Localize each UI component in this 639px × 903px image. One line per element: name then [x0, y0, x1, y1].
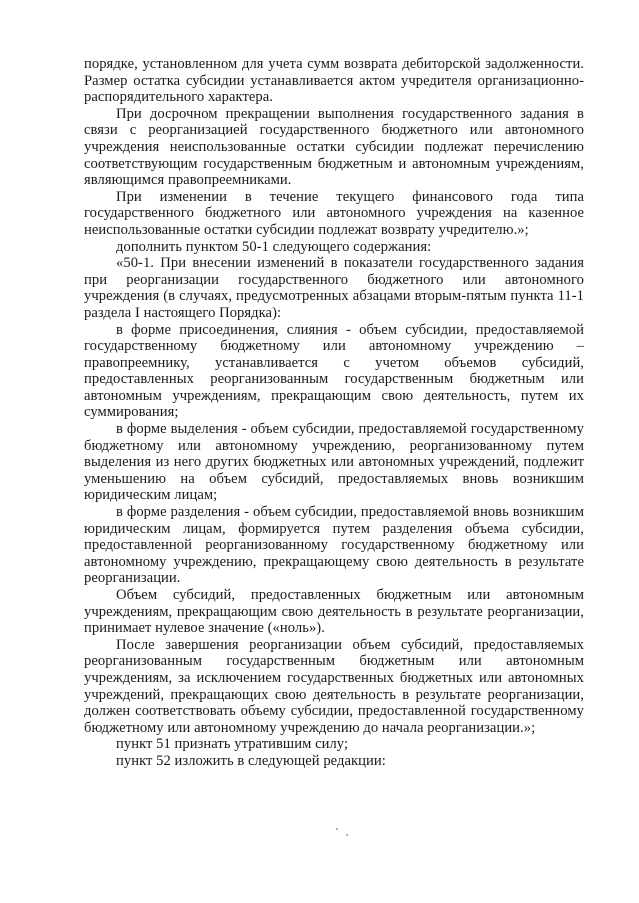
- scan-artifact: [346, 834, 348, 836]
- paragraph-point-51: пункт 51 признать утратившим силу;: [116, 736, 349, 753]
- paragraph-add-point-50-1: дополнить пунктом 50-1 следующего содержания:: [116, 238, 432, 255]
- paragraph-early-termination: При досрочном прекращении выполнения государственного задания в связи с реорганизацией государственного бюджетного или автономного учреждения неиспользованные остатки субсидии подлежат перечислению соответствующим государственным бюджетным и автономным учреждениям, являющимся правопреемниками.: [84, 105, 584, 189]
- paragraph-zero-value: Объем субсидий, предоставленных бюджетным или автономным учреждениям, прекращающим свою деятельность в результате реорганизации, принимает нулевое значение («ноль»).: [84, 587, 584, 637]
- paragraph-merger-form: в форме присоединения, слияния - объем субсидии, предоставляемой государственному бюджетному или автономному учреждению – правопреемнику, устанавливается с учетом объемов субсидий, предоставленных реорганизованным государственным бюджетным или автономным учреждениям, прекращающим свою деятельность, путем их суммирования;: [84, 321, 584, 421]
- paragraph-continuation: порядке, установленном для учета сумм возврата дебиторской задолженности. Размер остатка субсидии устанавливается актом учредителя организационно-распорядительного характера.: [84, 56, 584, 106]
- paragraph-point-52: пункт 52 изложить в следующей редакции:: [116, 752, 386, 769]
- scan-artifact: [336, 828, 338, 830]
- paragraph-separation-form: в форме выделения - объем субсидии, предоставляемой государственному бюджетному или автономному учреждению, реорганизованному путем выделения из него других бюджетных или автономных учреждений, подлежит уменьшению на объем субсидий, предоставляемых вновь возникшим юридическим лицам;: [84, 421, 584, 504]
- paragraph-after-reorganization: После завершения реорганизации объем субсидий, предоставляемых реорганизованным государственным бюджетным или автономным учреждениям, за исключением государственных бюджетных или автономных учреждений, прекращающих свою деятельность в результате реорганизации, должен соответствовать объему субсидии, предоставленной государственному бюджетному или автономному учреждению до начала реорганизации.»;: [84, 636, 584, 736]
- paragraph-point-50-1: «50-1. При внесении изменений в показатели государственного задания при реорганизации государственного бюджетного или автономного учреждения (в случаях, предусмотренных абзацами вторым-пятым пункта 11-1 раздела I настоящего Порядка):: [84, 255, 584, 321]
- paragraph-division-form: в форме разделения - объем субсидии, предоставляемой вновь возникшим юридическим лицам, формируется путем разделения объема субсидии, предоставленной реорганизованному государственному бюджетному или автономному учреждению, прекращающему свою деятельность в результате реорганизации.: [84, 504, 584, 587]
- paragraph-type-change: При изменении в течение текущего финансового года типа государственного бюджетного или автономного учреждения на казенное неиспользованные остатки субсидии подлежат возврату учредителю.»;: [84, 188, 584, 238]
